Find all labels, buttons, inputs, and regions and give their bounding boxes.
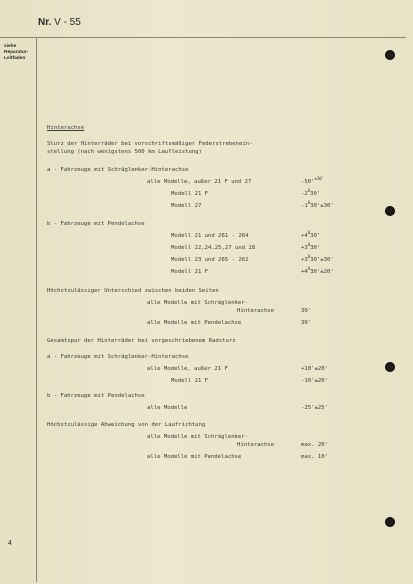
spur-row-value: -25'±25' [301, 405, 328, 411]
page-number: 4 [8, 540, 12, 547]
margin-note [4, 44, 36, 63]
intro-line: stellung (nach wenigstens 500 km Laufleistung) [47, 149, 202, 155]
sturz-a-row-value: $-50'^{\pm 30'}$ [301, 176, 325, 185]
margin-rule [36, 37, 37, 582]
sturz-a-row-label: Modell 21 F [171, 191, 209, 197]
sturz-a-row-value: $-1^030'\pm 30'$ [301, 200, 334, 209]
spur-row-value: +10'±20' [301, 366, 328, 372]
spur-a-heading: a - Fahrzeuge mit Schräglenker-Hinterachse [47, 354, 189, 360]
spur-row-label: Modell 21 F [171, 378, 209, 384]
section-title: Hinterachse [47, 125, 85, 131]
spur-row-label: alle Modelle, außer 21 F [147, 366, 228, 372]
sturz-b-row-label: Modell 23 und 265 - 262 [171, 257, 249, 263]
abweichung-row-value: max. 10' [301, 454, 328, 460]
sturz-b-row-value: $+4^030'\pm 20'$ [301, 266, 334, 275]
unterschied-row-label: alle Modelle mit Schräglenker- [147, 300, 249, 306]
intro-line: Sturz der Hinterräder bei vorschriftsmäßiger Federstrebenein- [47, 141, 253, 147]
punch-hole [385, 206, 395, 216]
unterschied-row-label: Hinterachse [237, 308, 275, 314]
unterschied-row-value: 30' [301, 308, 312, 314]
punch-hole [385, 50, 395, 60]
sturz-b-row-label: Modell 21 und 261 - 264 [171, 233, 249, 239]
abweichung-heading: Höchstzulässige Abweichung von der Laufrichtung [47, 422, 206, 428]
sturz-b-row-label: Modell 21 F [171, 269, 209, 275]
abweichung-row-value: max. 20' [301, 442, 328, 448]
spur-row-label: alle Modelle [147, 405, 188, 411]
sturz-a-row-label: Modell 27 [171, 203, 202, 209]
punch-hole [385, 362, 395, 372]
abweichung-row-label: Hinterachse [237, 442, 275, 448]
document-number [38, 17, 81, 28]
spur-b-heading: b - Fahrzeuge mit Pendelachse [47, 393, 145, 399]
spur-heading: Gesamtspur der Hinterräder bei vorgeschriebenem Radsturz [47, 338, 236, 344]
sturz-b-heading: b - Fahrzeuge mit Pendelachse [47, 221, 145, 227]
unterschied-row-label: alle Modelle mit Pendelachse [147, 320, 242, 326]
sturz-b-row-label: Modell 22,24,25,27 und 28 [171, 245, 256, 251]
margin-note-line: siehe [4, 44, 17, 49]
sturz-a-heading: a - Fahrzeuge mit Schräglenker-Hinterachse [47, 167, 189, 173]
sturz-b-row-value: $+3^030'$ [301, 242, 321, 251]
punch-hole [385, 517, 395, 527]
sturz-b-row-value: $+4^030'$ [301, 230, 321, 239]
document-number-value: V - 55 [54, 17, 81, 28]
unterschied-row-value: 30' [301, 320, 312, 326]
sturz-a-row-label: alle Modelle, außer 21 F und 27 [147, 179, 252, 185]
unterschied-heading: Höchstzulässiger Unterschied zwischen beiden Seiten [47, 288, 219, 294]
margin-note-line: Reparatur- [4, 50, 29, 56]
abweichung-row-label: alle Modelle mit Pendelachse [147, 454, 242, 460]
sturz-b-row-value: $+3^030'\pm 30'$ [301, 254, 334, 263]
sturz-a-row-value: $-2^030'$ [301, 188, 321, 197]
spur-row-value: -10'±20' [301, 378, 328, 384]
document-number-prefix: Nr. [38, 17, 52, 28]
abweichung-row-label: alle Modelle mit Schräglenker- [147, 434, 249, 440]
header-rule [0, 37, 406, 38]
margin-note-line: Leitfaden [4, 56, 26, 62]
